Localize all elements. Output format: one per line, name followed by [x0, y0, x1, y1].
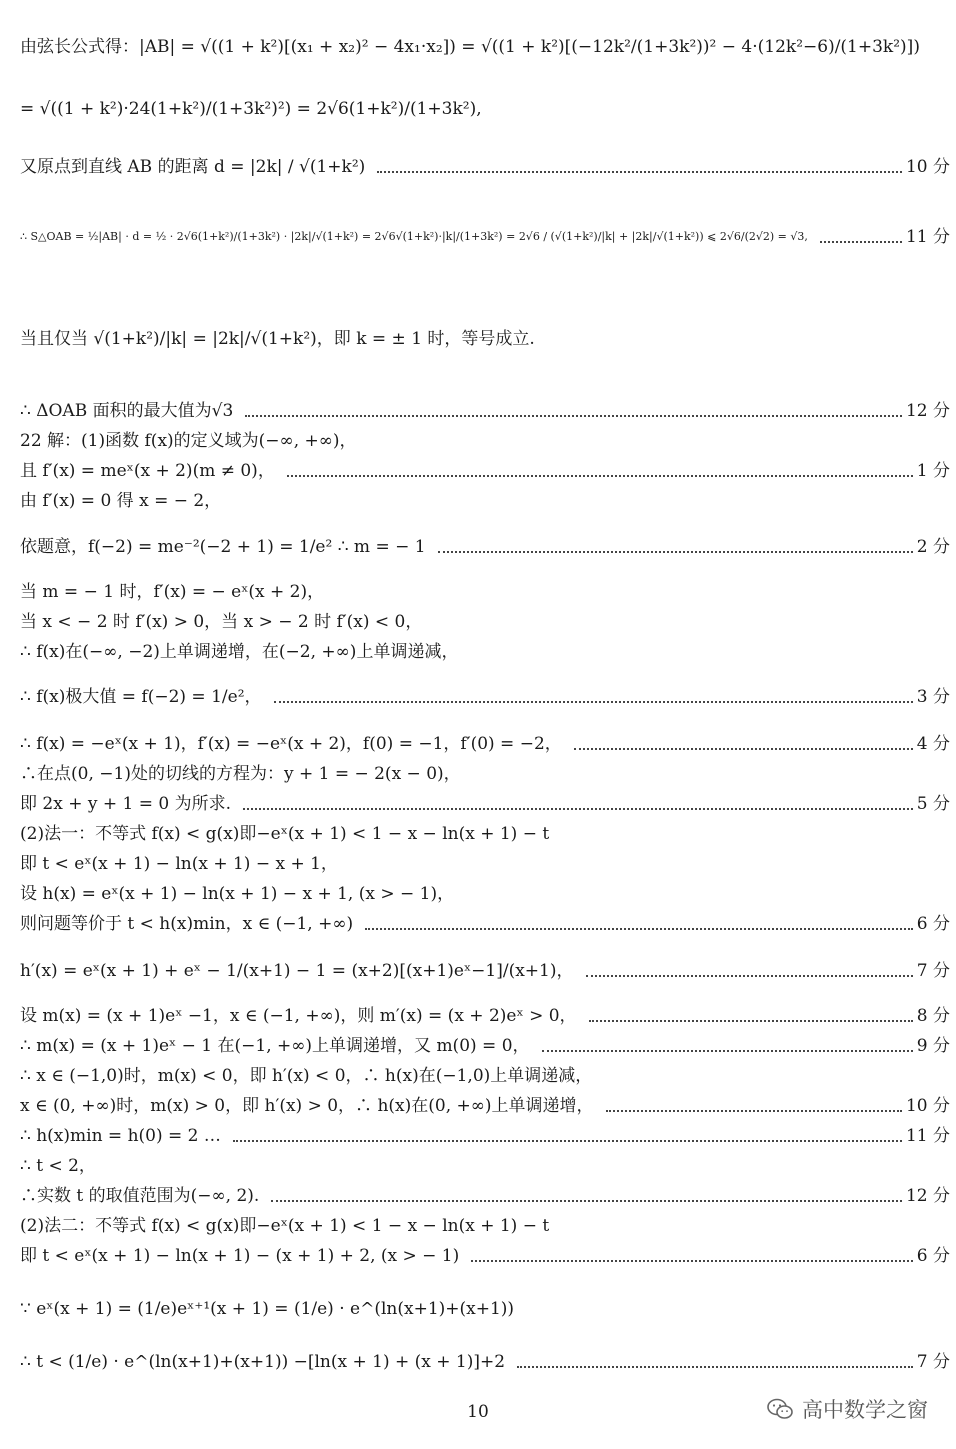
solution-line — [20, 432, 950, 452]
score-mark: 11 分 — [905, 1126, 950, 1146]
line-text: 设 h(x) = eˣ(x + 1) − ln(x + 1) − x + 1, (x > − 1)， — [20, 884, 455, 904]
line-text: ∴ f(x)在(−∞, −2)上单调递增，在(−2, +∞)上单调递减， — [20, 642, 459, 662]
leader-dots — [243, 808, 913, 810]
solution-line — [20, 1187, 950, 1207]
solution-line — [20, 1007, 950, 1027]
leader-dots — [233, 1140, 902, 1142]
line-text: = √((1 + k²)·24(1+k²)/(1+3k²)²) = 2√6(1+k²)/(1+3k²), — [20, 99, 482, 119]
solution-line — [20, 643, 950, 663]
line-text: x ∈ (0, +∞)时，m(x) > 0，即 h′(x) > 0，∴ h(x)在(0, +∞)上单调递增， — [20, 1096, 594, 1116]
solution-line — [20, 1353, 950, 1373]
line-text: (2)法二：不等式 f(x) < g(x)即−eˣ(x + 1) < 1 − x − ln(x + 1) − t — [20, 1216, 550, 1236]
solution-line — [20, 158, 950, 178]
solution-line — [20, 735, 950, 755]
line-text: 设 m(x) = (x + 1)eˣ −1，x ∈ (−1, +∞)，则 m′(x) = (x + 2)eˣ > 0， — [20, 1006, 577, 1026]
line-text: 当 x < − 2 时 f′(x) > 0，当 x > − 2 时 f′(x) < 0， — [20, 612, 423, 632]
leader-dots — [517, 1366, 913, 1368]
score-mark: 8 分 — [916, 1006, 950, 1026]
solution-line — [20, 855, 950, 875]
line-text: ∵ eˣ(x + 1) = (1/e)eˣ⁺¹(x + 1) = (1/e) · e^(ln(x+1)+(x+1)) — [20, 1299, 515, 1319]
solution-line — [20, 1127, 950, 1147]
solution-line — [20, 885, 950, 905]
leader-dots — [606, 1110, 902, 1112]
leader-dots — [377, 171, 902, 173]
line-text: ∴ f(x)极大值 = f(−2) = 1/e²， — [20, 687, 262, 707]
line-text: ∴ x ∈ (−1,0)时，m(x) < 0，即 h′(x) < 0，∴ h(x)在(−1,0)上单调递减， — [20, 1066, 593, 1086]
line-text: ∴ t < 2， — [20, 1156, 96, 1176]
solution-line — [20, 962, 950, 982]
leader-dots — [365, 928, 913, 930]
line-text: ∴ S△OAB = ½|AB| · d = ½ · 2√6(1+k²)/(1+3k²) · |2k|/√(1+k²) = 2√6√(1+k²)·|k|/(1+3k²) = 2√6 / (√(1+k²)/|k| + |2k|/√(1+k²)) ⩽ 2√6/(2√2) = √3, — [20, 230, 808, 244]
line-text: 由弦长公式得：|AB| = √((1 + k²)[(x₁ + x₂)² − 4x₁·x₂]) = √((1 + k²)[(−12k²/(1+3k²))² − 4·(12k²−6)/(1+3k²)]) — [20, 37, 920, 57]
line-text: 又原点到直线 AB 的距离 d = |2k| / √(1+k²) — [20, 157, 366, 177]
leader-dots — [542, 1050, 913, 1052]
solution-line — [20, 462, 950, 482]
solution-line — [20, 100, 950, 120]
score-mark: 12 分 — [905, 401, 950, 421]
solution-line — [20, 825, 950, 845]
solution-line — [20, 1097, 950, 1117]
leader-dots — [820, 241, 902, 243]
line-text: ∴ m(x) = (x + 1)eˣ − 1 在(−1, +∞)上单调递增，又 m(0) = 0， — [20, 1036, 530, 1056]
solution-line — [20, 38, 950, 58]
line-text: (2)法一：不等式 f(x) < g(x)即−eˣ(x + 1) < 1 − x − ln(x + 1) − t — [20, 824, 550, 844]
leader-dots — [245, 415, 902, 417]
solution-line — [20, 1037, 950, 1057]
score-mark: 9 分 — [916, 1036, 950, 1056]
line-text: 即 t < eˣ(x + 1) − ln(x + 1) − (x + 1) + 2, (x > − 1) — [20, 1246, 460, 1266]
score-mark: 10 分 — [905, 1096, 950, 1116]
line-text: 由 f′(x) = 0 得 x = − 2， — [20, 491, 222, 511]
leader-dots — [471, 1260, 913, 1262]
solution-line — [20, 1157, 950, 1177]
line-text: 当 m = − 1 时，f′(x) = − eˣ(x + 2)， — [20, 582, 325, 602]
score-mark: 7 分 — [916, 1352, 950, 1372]
score-mark: 3 分 — [916, 687, 950, 707]
score-mark: 5 分 — [916, 794, 950, 814]
solution-line — [20, 1300, 950, 1320]
solution-line — [20, 492, 950, 512]
score-mark: 6 分 — [916, 1246, 950, 1266]
wechat-icon — [766, 1397, 794, 1421]
line-text: ∴在点(0, −1)处的切线的方程为：y + 1 = − 2(x − 0)， — [20, 764, 461, 784]
line-text: ∴ f(x) = −eˣ(x + 1)，f′(x) = −eˣ(x + 2)，f(0) = −1，f′(0) = −2， — [20, 734, 562, 754]
score-mark: 6 分 — [916, 914, 950, 934]
score-mark: 7 分 — [916, 961, 950, 981]
score-mark: 1 分 — [916, 461, 950, 481]
solution-line — [20, 330, 950, 350]
solution-line — [20, 688, 950, 708]
solution-line — [20, 1067, 950, 1087]
leader-dots — [438, 551, 913, 553]
score-mark: 12 分 — [905, 1186, 950, 1206]
page-number: 10 — [467, 1402, 489, 1422]
line-text: 即 2x + y + 1 = 0 为所求. — [20, 794, 232, 814]
solution-line — [20, 538, 950, 558]
solution-line — [20, 613, 950, 633]
line-text: 依题意，f(−2) = me⁻²(−2 + 1) = 1/e² ∴ m = − 1 — [20, 537, 426, 557]
watermark-text: 高中数学之窗 — [802, 1398, 928, 1422]
leader-dots — [574, 748, 913, 750]
solution-line — [20, 795, 950, 815]
leader-dots — [287, 475, 913, 477]
line-text: 即 t < eˣ(x + 1) − ln(x + 1) − x + 1， — [20, 854, 338, 874]
solution-line — [20, 583, 950, 603]
solution-line — [20, 402, 950, 422]
line-text: ∴ t < (1/e) · e^(ln(x+1)+(x+1)) −[ln(x + 1) + (x + 1)]+2 — [20, 1352, 506, 1372]
score-mark: 10 分 — [905, 157, 950, 177]
line-text: 则问题等价于 t < h(x)min，x ∈ (−1, +∞) — [20, 914, 354, 934]
line-text: 22 解：(1)函数 f(x)的定义域为(−∞, +∞)， — [20, 431, 357, 451]
line-text: ∴ ΔOAB 面积的最大值为√3 — [20, 401, 234, 421]
score-mark: 2 分 — [916, 537, 950, 557]
line-text: ∴实数 t 的取值范围为(−∞, 2). — [20, 1186, 260, 1206]
solution-line — [20, 765, 950, 785]
solution-line — [20, 915, 950, 935]
solution-line — [20, 228, 950, 248]
leader-dots — [586, 975, 913, 977]
line-text: 且 f′(x) = meˣ(x + 2)(m ≠ 0)， — [20, 461, 275, 481]
score-mark: 11 分 — [905, 227, 950, 247]
leader-dots — [271, 1200, 902, 1202]
watermark — [766, 1394, 928, 1424]
score-mark: 4 分 — [916, 734, 950, 754]
solution-line — [20, 1247, 950, 1267]
solution-line — [20, 1217, 950, 1237]
leader-dots — [589, 1020, 913, 1022]
leader-dots — [274, 701, 913, 703]
line-text: h′(x) = eˣ(x + 1) + eˣ − 1/(x+1) − 1 = (x+2)[(x+1)eˣ−1]/(x+1)， — [20, 961, 574, 981]
line-text: ∴ h(x)min = h(0) = 2 … — [20, 1126, 221, 1146]
line-text: 当且仅当 √(1+k²)/|k| = |2k|/√(1+k²)，即 k = ± 1 时，等号成立. — [20, 329, 535, 349]
